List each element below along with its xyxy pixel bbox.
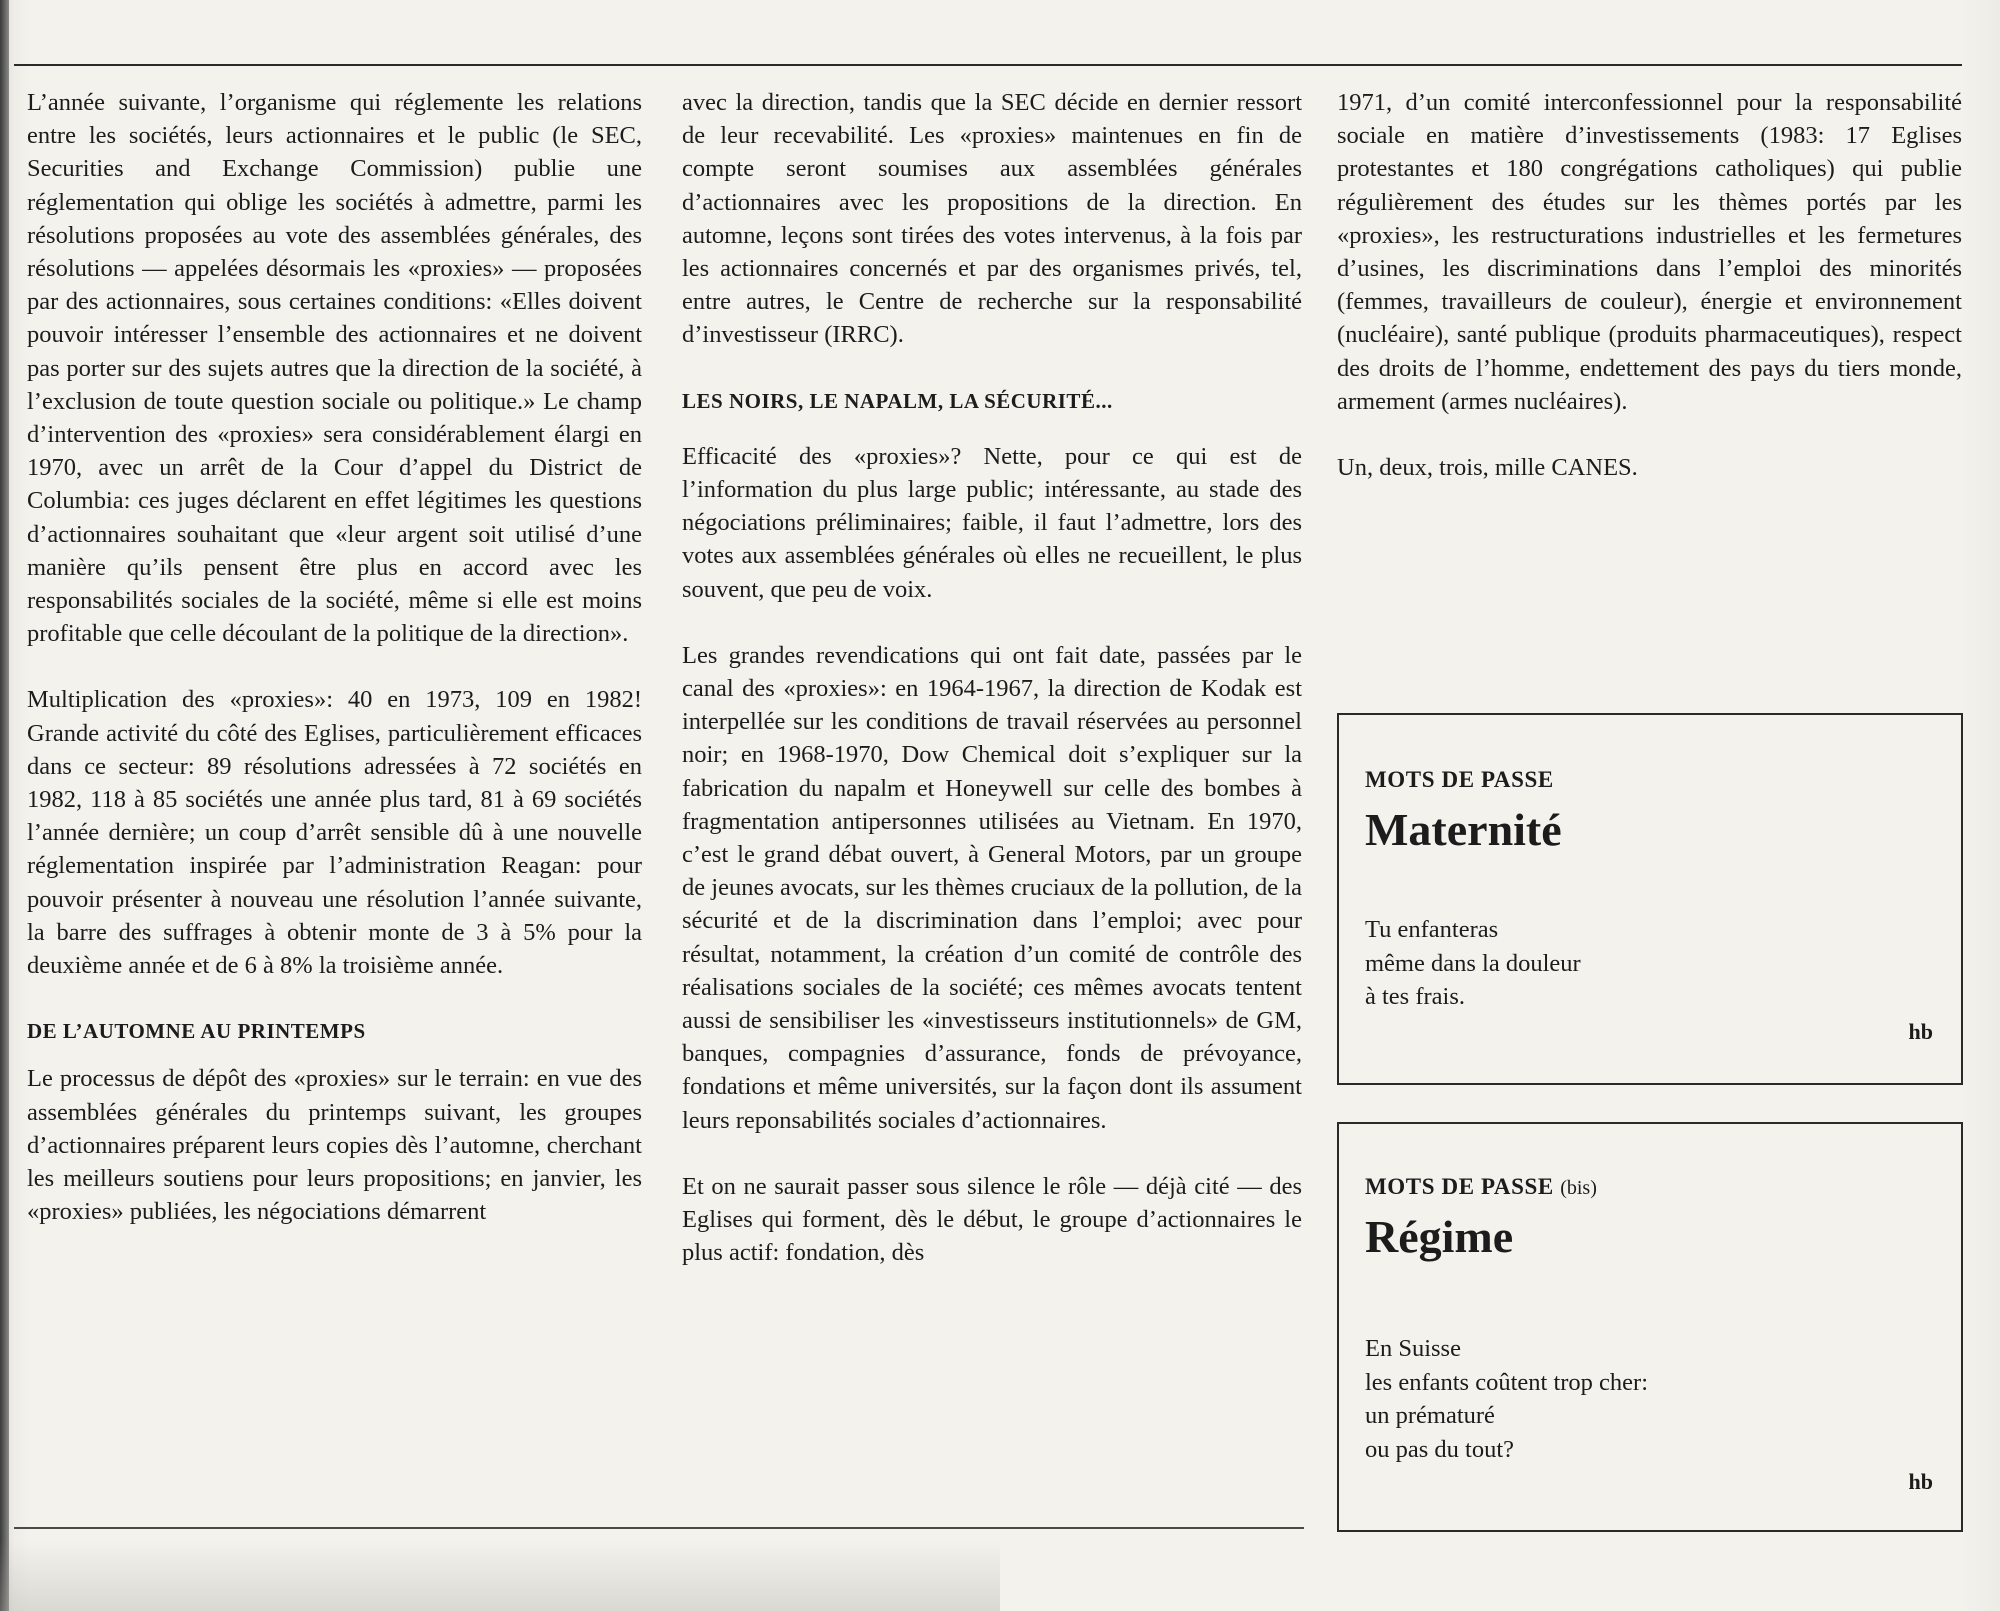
paragraph: Et on ne saurait passer sous silence le rôle — déjà cité — des Eglises qui forment, dès le début, le groupe d’actionnaires le plus actif: fondation, dès: [682, 1172, 1302, 1267]
poem-line: les enfants coûtent trop cher:: [1365, 1368, 1649, 1396]
box-label: [1365, 1174, 1597, 1200]
scan-shadow: [0, 1540, 1000, 1611]
section-heading: DE L’AUTOMNE AU PRINTEMPS: [27, 1019, 366, 1044]
paragraph: 1971, d’un comité interconfessionnel pour la responsabilité sociale en matière d’investissements (1983: 17 Eglises protestantes et 180 congrégations catholiques) qui publie régulièrement des études sur les thèmes portés par les «proxies», les restructurations industrielles et les fermetures d’usines, les discriminations dans l’emploi des minorités (femmes, travailleurs de couleur), énergie et environnement (nucléaire), santé publique (produits pharmaceutiques), respect des droits de l’homme, endettement des pays du tiers monde, armement (armes nucléaires).: [1337, 89, 1962, 415]
closing-line: Un, deux, trois, mille CANES.: [1337, 454, 1638, 482]
box-signature: hb: [1908, 1469, 1933, 1494]
sidebar-box-regime: [1337, 1122, 1963, 1532]
article-column-3: [1337, 86, 1962, 484]
section-heading: LES NOIRS, LE NAPALM, LA SÉCURITÉ...: [682, 388, 1113, 413]
box-label-text: MOTS DE PASSE: [1365, 1174, 1554, 1199]
poem-line: ou pas du tout?: [1365, 1435, 1515, 1463]
paragraph: avec la direction, tandis que la SEC décide en dernier ressort de leur recevabilité. Les «proxies» maintenues en fin de compte seront soumises aux assemblées générales d’actionnaires avec les propositions de la direction. En automne, leçons sont tirées des votes intervenus, à la fois par les actionnaires concernés et par des organismes privés, tel, entre autres, le Centre de recherche sur la responsabilité d’investisseur (IRRC).: [682, 89, 1302, 349]
box-poem: [1365, 1332, 1648, 1466]
poem-line: même dans la douleur: [1365, 949, 1581, 977]
poem-line: un prématuré: [1365, 1402, 1495, 1429]
poem-line: En Suisse: [1365, 1335, 1461, 1362]
top-rule: [14, 64, 1962, 66]
box-title: Maternité: [1365, 804, 1562, 855]
poem-line: Tu enfanteras: [1365, 916, 1499, 943]
box-title: Régime: [1365, 1211, 1514, 1262]
box-label-suffix: (bis): [1560, 1177, 1597, 1199]
paragraph: Multiplication des «proxies»: 40 en 1973, 109 en 1982! Grande activité du côté des Eglises, particulièrement efficaces dans ce secteur: 89 résolutions adressées à 72 sociétés en 1982, 118 à 85 sociétés une année plus tard, 81 à 69 sociétés l’année dernière; un coup d’arrêt sensible dû à une nouvelle réglementation inspirée par l’administration Reagan: pour pouvoir présenter à nouveau une résolution l’année suivante, la barre des suffrages à obtenir monte de 3 à 5% pour la deuxième année et de 6 à 8% la troisième année.: [27, 686, 642, 980]
box-signature: hb: [1908, 1019, 1933, 1044]
paragraph: Efficacité des «proxies»? Nette, pour ce qui est de l’information du plus large public; intéressante, au stade des négociations préliminaires; faible, il faut l’admettre, lors des votes aux assemblées générales où elles ne recueillent, le plus souvent, que peu de voix.: [682, 442, 1302, 603]
bottom-rule: [14, 1527, 1304, 1529]
paragraph: L’année suivante, l’organisme qui réglemente les relations entre les sociétés, leurs actionnaires et le public (le SEC, Securities and Exchange Commission) publie une réglementation qui oblige les sociétés à admettre, parmi les résolutions proposées au vote des assemblées générales, des résolutions — appelées désormais les «proxies» — proposées par des actionnaires, sous certaines conditions: «Elles doivent pouvoir intéresser l’ensemble des actionnaires et ne doivent pas porter sur des sujets autres que la direction de la société, à l’exclusion de toute question sociale ou politique.» Le champ d’intervention des «proxies» sera considérablement élargi en 1970, avec un arrêt de la Cour d’appel du District de Columbia: ces juges déclarent en effet légitimes les questions d’actionnaires souhaitant que «leur argent soit utilisé d’une manière qu’ils pensent être plus en accord avec les responsabilités sociales de la société, même si elle est moins profitable que celle découlant de la politique de la direction».: [27, 89, 642, 648]
article-column-2: [682, 86, 1302, 1270]
paragraph: Le processus de dépôt des «proxies» sur le terrain: en vue des assemblées générales du printemps suivant, les groupes d’actionnaires préparent leurs copies dès l’automne, cherchant les meilleurs soutiens pour leurs propositions; en janvier, les «proxies» publiées, les négociations démarrent: [27, 1065, 642, 1226]
article-column-1: [27, 86, 642, 1229]
box-label: MOTS DE PASSE: [1365, 767, 1554, 792]
poem-line: à tes frais.: [1365, 983, 1465, 1010]
paragraph: Les grandes revendications qui ont fait date, passées par le canal des «proxies»: en 1964-1967, la direction de Kodak est interpellée sur les conditions de travail réservées au personnel noir; en 1968-1970, Dow Chemical doit s’expliquer sur la fabrication du napalm et Honeywell sur celle des bombes à fragmentation antipersonnes utilisées au Vietnam. En 1970, c’est le grand débat ouvert, à General Motors, par un groupe de jeunes avocats, sur les thèmes cruciaux de la pollution, de la sécurité et de la discrimination dans l’emploi; avec pour résultat, notamment, la création d’un comité de contrôle des réalisations sociales de la société; ces mêmes avocats tentent aussi de sensibiliser les «investisseurs institutionnels» de GM, banques, compagnies d’assurance, fonds de prévoyance, fondations et même universités, sur la façon dont ils assument leurs reponsabilités sociales d’actionnaires.: [682, 641, 1302, 1134]
page-binding-edge: [0, 0, 9, 1611]
box-poem: [1365, 913, 1581, 1014]
sidebar-box-maternite: [1337, 713, 1963, 1085]
